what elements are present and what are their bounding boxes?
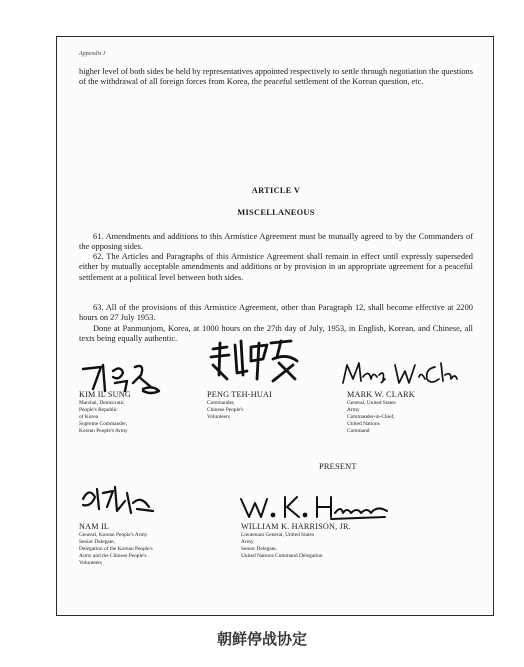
paragraph-62: 62. The Articles and Paragraphs of this Armistice Agreement shall remain in effect until expressly superseded either by mutually acceptable amendments and additions or by provision in an appropriate agreement for a peaceful settlement at a political level between both sides. (79, 252, 473, 282)
signer-william-k-harrison (241, 522, 351, 560)
signer-details: Commander, Chinese People's Volunteers (207, 400, 244, 420)
signer-details: Lieutenant General, United States Army Senior Delegate, United Nations Command Delegation (241, 532, 323, 559)
signer-details: General, Korean People's Army Senior Delegate, Delegation of the Korean People's Army and the Chinese People's Volunteers (79, 532, 153, 566)
signer-details: General, United States Army Commander-in-Chief, United Nations Command (347, 400, 396, 434)
image-caption: 朝鲜停战协定 (216, 630, 307, 648)
nam-il-signature (79, 479, 159, 519)
signer-name: WILLIAM K. HARRISON, JR. (241, 522, 351, 531)
section-heading: MISCELLANEOUS (237, 208, 315, 217)
signer-mark-w-clark (347, 390, 415, 435)
signer-name: PENG TEH-HUAI (207, 390, 272, 399)
peng-teh-huai-signature (207, 335, 307, 385)
present-label: PRESENT (319, 462, 357, 471)
paragraph-63: 63. All of the provisions of this Armistice Agreement, other than Paragraph 12, shall become effective at 2200 hours on 27 July 1953. (79, 303, 473, 323)
signer-kim-il-sung (79, 390, 131, 435)
intro-paragraph: higher level of both sides be held by representatives appointed respectively to settle through negotiation the questions of the withdrawal of all foreign forces from Korea, the peaceful settlement of the Korean question, etc. (79, 67, 473, 87)
signer-peng-teh-huai (207, 390, 272, 421)
done-paragraph: Done at Panmunjom, Korea, at 1000 hours on the 27th day of July, 1953, in English, Korean, and Chinese, all texts being equally authentic. (79, 324, 473, 344)
signer-details: Marshal, Democratic People's Republic of Korea Supreme Commander, Korean People's Army (79, 400, 128, 434)
paragraph-61: 61. Amendments and additions to this Armistice Agreement must be mutually agreed to by the Commanders of the opposing sides. (79, 232, 473, 252)
document-page (56, 36, 494, 616)
william-k-harrison-signature (235, 489, 395, 523)
running-head: Appendix I (79, 51, 106, 57)
article-heading: ARTICLE V (251, 186, 301, 195)
signer-name: KIM IL SUNG (79, 390, 131, 399)
signer-name: NAM IL (79, 522, 110, 531)
mark-w-clark-signature (339, 357, 459, 389)
signer-name: MARK W. CLARK (347, 390, 415, 399)
signer-nam-il (79, 522, 153, 567)
